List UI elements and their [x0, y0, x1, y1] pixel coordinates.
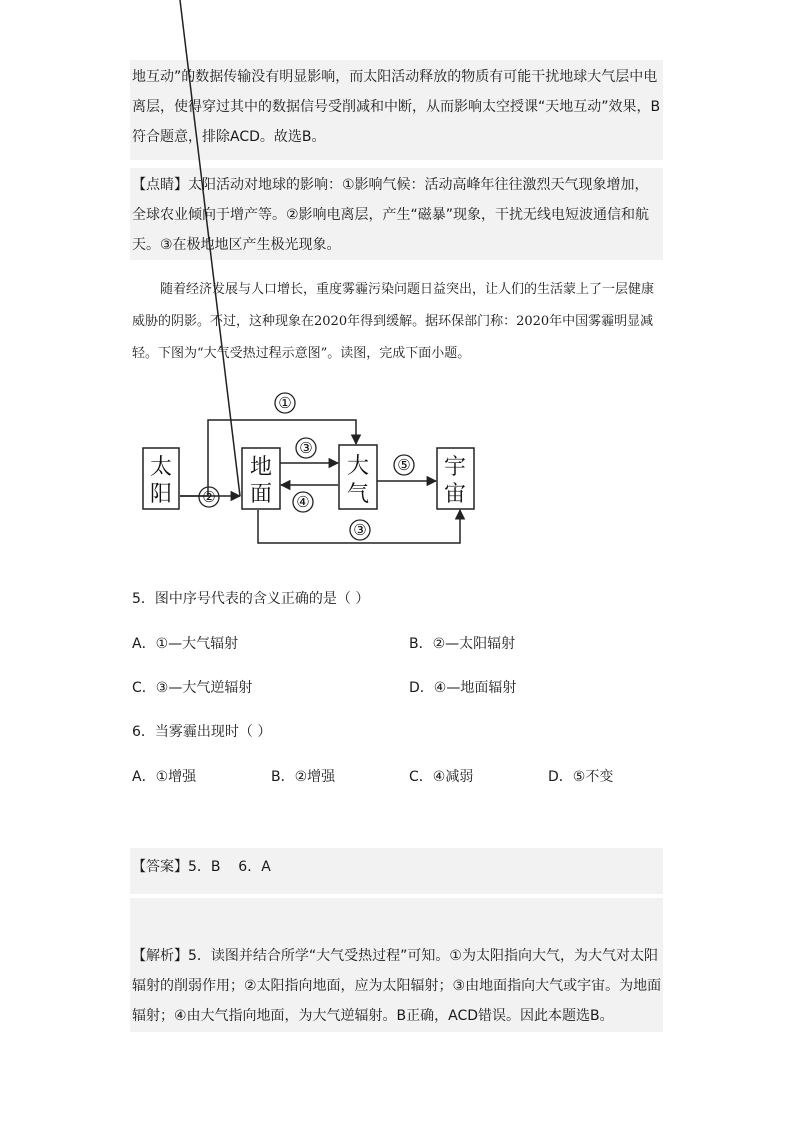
q6-option-a[interactable]: A．①增强: [132, 769, 197, 785]
label-sun-ground: ②: [202, 488, 216, 506]
atmosphere-char-1: 大: [346, 454, 370, 479]
analysis-paragraph: [132, 941, 662, 1031]
label-atm-ground: ④: [296, 493, 310, 511]
q5-stem: 5．图中序号代表的含义正确的是（ ）: [132, 591, 370, 607]
q5-option-c[interactable]: C．③—大气逆辐射: [132, 680, 253, 696]
sun-char-1: 太: [149, 455, 173, 480]
arrow-sun-ground: [180, 0, 240, 496]
q5-option-b[interactable]: B．②—太阳辐射: [409, 636, 516, 652]
q6-option-d[interactable]: D．⑤不变: [548, 769, 614, 785]
label-top: ①: [278, 394, 292, 412]
q6-stem: 6．当雾霾出现时（ ）: [132, 724, 272, 740]
analysis-label: 【解析】: [132, 948, 188, 964]
q6-option-c[interactable]: C．④减弱: [409, 769, 474, 785]
q5-option-d[interactable]: D．④—地面辐射: [409, 680, 517, 696]
answer-text: 5．B 6．A: [188, 859, 271, 875]
material-paragraph: 随着经济发展与人口增长，重度雾霾污染问题日益突出，让人们的生活蒙上了一层健康威胁的阴影。不过，这种现象在2020年得到缓解。据环保部门称：2020年中国雾霾明显减轻。下图为“大气受热过程示意图”。读图，完成下面小题。: [132, 282, 655, 361]
note-text: 太阳活动对地球的影响：①影响气候：活动高峰年往往激烈天气现象增加，全球农业倾向于增产等。②影响电离层，产生“磁暴”现象，干扰无线电短波通信和航天。③在极地地区产生极光现象。: [132, 177, 650, 253]
atmosphere-char-2: 气: [346, 482, 370, 507]
intro-paragraph: 地互动”的数据传输没有明显影响，而太阳活动释放的物质有可能干扰地球大气层中电离层，使得穿过其中的数据信号受削减和中断，从而影响太空授课“天地互动”效果，B符合题意，排除ACD。故选B。: [132, 69, 661, 145]
label-ground-atm: ③: [299, 439, 313, 457]
universe-char-1: 宇: [443, 455, 467, 480]
universe-char-2: 宙: [443, 482, 467, 507]
analysis-text: 5．读图并结合所学“大气受热过程”可知。①为太阳指向大气，为大气对太阳辐射的削弱作用；②太阳指向地面，应为太阳辐射；③由地面指向大气或宇宙。为地面辐射；④由大气指向地面，为大气逆辐射。B正确，ACD错误。因此本题选B。: [132, 948, 662, 1024]
ground-char-1: 地: [249, 455, 273, 480]
answer-line: [132, 856, 271, 876]
answer-label: 【答案】: [132, 859, 188, 875]
label-atm-universe: ⑤: [397, 456, 411, 474]
sun-char-2: 阳: [149, 482, 173, 507]
ground-char-2: 面: [249, 482, 273, 507]
q5-option-a[interactable]: A．①—大气辐射: [132, 636, 239, 652]
note-label: 【点睛】: [132, 177, 188, 193]
q6-option-b[interactable]: B．②增强: [271, 769, 336, 785]
label-bottom: ③: [353, 521, 367, 539]
